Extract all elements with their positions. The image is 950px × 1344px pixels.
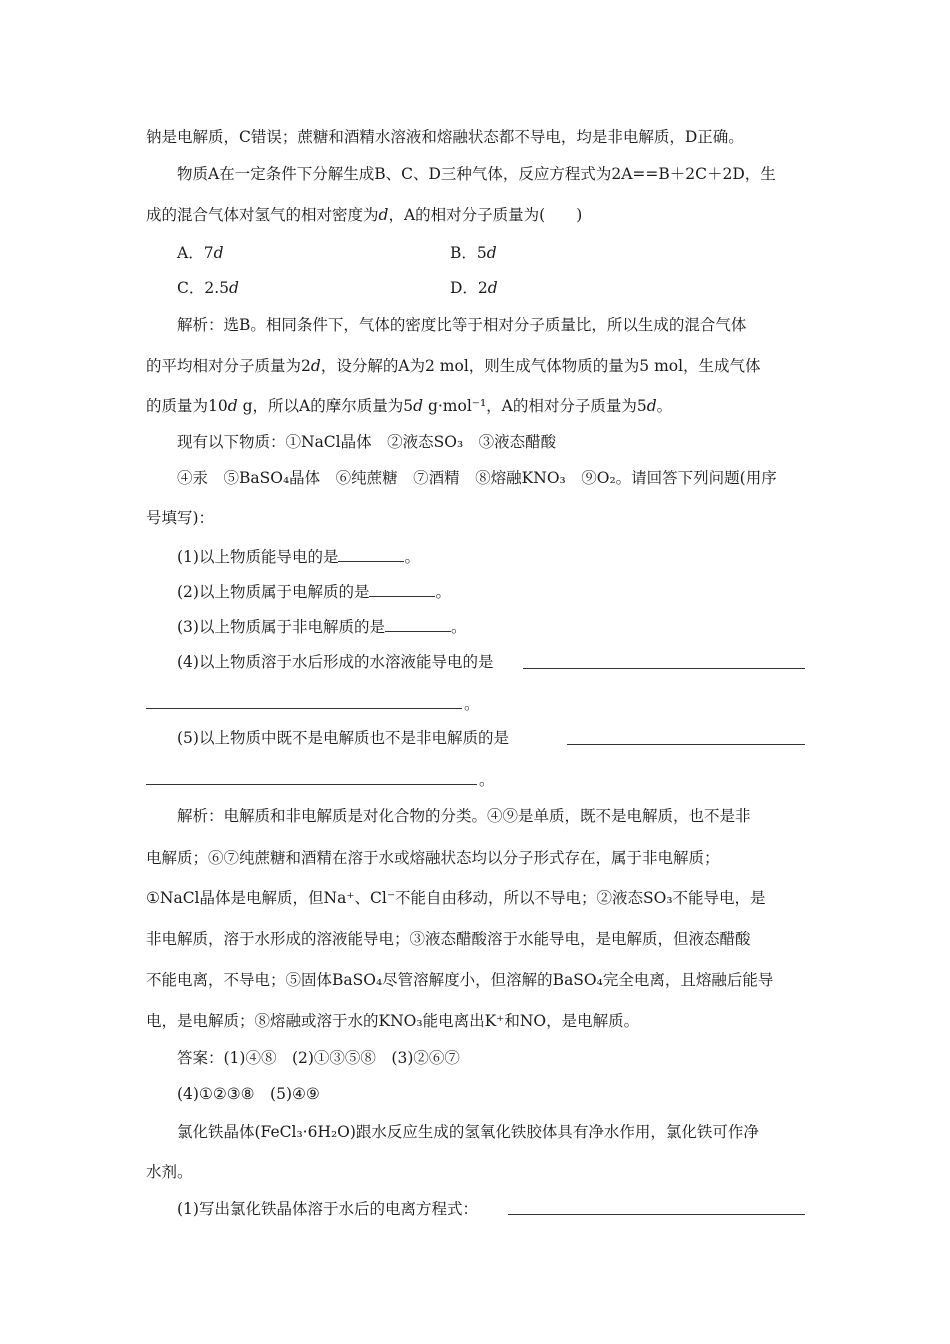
question-3-stem: 氯化铁晶体(FeCl₃·6H₂O)跟水反应生成的氢氧化铁胶体具有净水作用，氯化铁可作净 bbox=[177, 1123, 759, 1141]
question-2-stem-cont: 号填写)： bbox=[146, 509, 215, 527]
subquestion-3-1: (1)写出氯化铁晶体溶于水后的电离方程式： bbox=[177, 1200, 478, 1218]
answer-blank bbox=[146, 784, 477, 785]
answer-2-explanation-cont: 电解质；⑥⑦纯蔗糖和酒精在溶于水或熔融状态均以分子形式存在，属于非电解质； bbox=[146, 849, 720, 867]
period: 。 bbox=[479, 771, 495, 789]
question-2-stem-cont: ④汞 ⑤BaSO₄晶体 ⑥纯蔗糖 ⑦酒精 ⑧熔融KNO₃ ⑨O₂。请回答下列问题(用序 bbox=[177, 469, 777, 487]
subquestion-5: (5)以上物质中既不是电解质也不是非电解质的是 bbox=[177, 729, 509, 747]
answer-blank bbox=[146, 708, 462, 709]
subquestion-4: (4)以上物质溶于水后形成的水溶液能导电的是 bbox=[177, 653, 494, 671]
answer-2: 答案：(1)④⑧ (2)①③⑤⑧ (3)②⑥⑦ bbox=[177, 1049, 460, 1067]
answer-blank bbox=[567, 744, 805, 745]
text-line: 钠是电解质，C错误；蔗糖和酒精水溶液和熔融状态都不导电，均是非电解质，D正确。 bbox=[146, 128, 744, 146]
subquestion-2: (2)以上物质属于电解质的是 。 bbox=[177, 583, 451, 601]
answer-1-explanation-cont: 的质量为10d g，所以A的摩尔质量为5d g·mol⁻¹，A的相对分子质量为5d。 bbox=[146, 397, 673, 415]
question-2-stem: 现有以下物质：①NaCl晶体 ②液态SO₃ ③液态醋酸 bbox=[177, 433, 557, 451]
answer-2-explanation-cont: 不能电离，不导电；⑤固体BaSO₄尽管溶解度小，但溶解的BaSO₄完全电离，且熔融后能导 bbox=[146, 971, 774, 989]
option-d: D．2d bbox=[450, 279, 498, 297]
option-c: C．2.5d bbox=[177, 279, 239, 297]
answer-2-explanation-cont: ①NaCl晶体是电解质，但Na⁺、Cl⁻不能自由移动，所以不导电；②液态SO₃不能导电，是 bbox=[146, 889, 766, 907]
answer-blank bbox=[369, 581, 435, 597]
subquestion-3: (3)以上物质属于非电解质的是 。 bbox=[177, 618, 467, 636]
answer-2-explanation-cont: 电，是电解质；⑧熔融或溶于水的KNO₃能电离出K⁺和NO，是电解质。 bbox=[146, 1012, 640, 1030]
answer-blank bbox=[523, 668, 805, 669]
question-1-stem: 物质A在一定条件下分解生成B、C、D三种气体，反应方程式为2A==B＋2C＋2D，生 bbox=[177, 165, 776, 183]
answer-blank bbox=[338, 546, 404, 562]
subquestion-1: (1)以上物质能导电的是 。 bbox=[177, 548, 420, 566]
question-3-stem-cont: 水剂。 bbox=[146, 1163, 193, 1181]
answer-1-explanation-cont: 的平均相对分子质量为2d，设分解的A为2 mol，则生成气体物质的量为5 mol，生成气体 bbox=[146, 357, 761, 375]
option-a: A．7d bbox=[177, 244, 224, 262]
period: 。 bbox=[464, 695, 480, 713]
option-b: B．5d bbox=[450, 244, 497, 262]
answer-2-explanation: 解析：电解质和非电解质是对化合物的分类。④⑨是单质，既不是电解质，也不是非 bbox=[177, 807, 751, 825]
answer-blank bbox=[508, 1214, 805, 1215]
answer-2-explanation-cont: 非电解质，溶于水形成的溶液能导电；③液态醋酸溶于水能导电，是电解质，但液态醋酸 bbox=[146, 930, 751, 948]
answer-blank bbox=[385, 616, 451, 632]
answer-1-explanation: 解析：选B。相同条件下，气体的密度比等于相对分子质量比，所以生成的混合气体 bbox=[177, 316, 747, 334]
question-1-stem-cont: 成的混合气体对氢气的相对密度为d，A的相对分子质量为( ) bbox=[146, 206, 583, 224]
answer-2-cont: (4)①②③⑧ (5)④⑨ bbox=[177, 1085, 320, 1103]
